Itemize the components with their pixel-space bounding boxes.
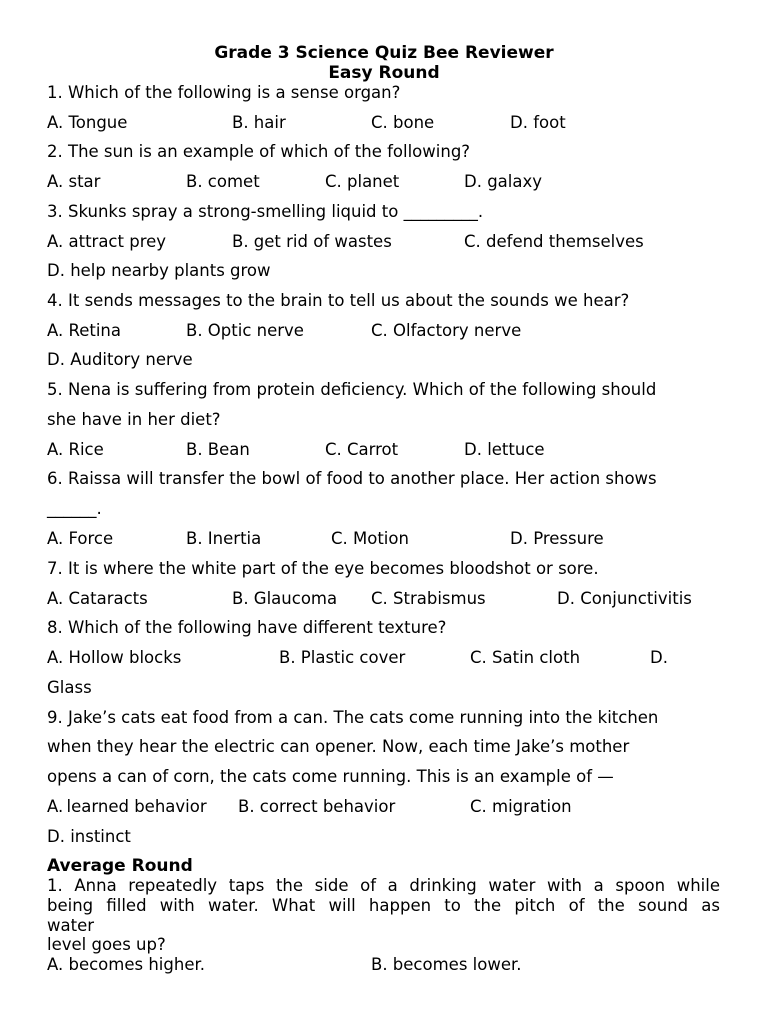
question-5-line-1: 5. Nena is suffering from protein deficiency. Which of the following should: [47, 380, 657, 399]
q5-option-b: B. Bean: [186, 440, 250, 459]
q5-option-a: A. Rice: [47, 440, 104, 459]
q3-option-d: D. help nearby plants grow: [47, 261, 271, 280]
q9-option-a: A. learned behavior: [47, 797, 207, 816]
avg-question-1-line-3: water: [47, 916, 95, 935]
q3-option-a: A. attract prey: [47, 232, 167, 251]
question-6-line-1: 6. Raissa will transfer the bowl of food to another place. Her action shows: [47, 469, 657, 488]
q8-option-b: B. Plastic cover: [279, 648, 406, 667]
q1-option-c: C. bone: [371, 113, 435, 132]
question-2: 2. The sun is an example of which of the following?: [47, 142, 471, 161]
q2-option-c: C. planet: [325, 172, 400, 191]
q7-option-b: B. Glaucoma: [232, 589, 338, 608]
question-9-line-1: 9. Jake’s cats eat food from a can. The cats come running into the kitchen: [47, 708, 659, 727]
q7-option-d: D. Conjunctivitis: [557, 589, 692, 608]
question-9-line-2: when they hear the electric can opener. Now, each time Jake’s mother: [47, 737, 630, 756]
document-title: Grade 3 Science Quiz Bee Reviewer: [214, 43, 554, 63]
round-heading-average: Average Round: [47, 856, 193, 876]
round-heading-easy: Easy Round: [328, 63, 440, 83]
q1-option-b: B. hair: [232, 113, 286, 132]
q5-option-c: C. Carrot: [325, 440, 399, 459]
q1-option-a: A. Tongue: [47, 113, 128, 132]
q2-option-a: A. star: [47, 172, 101, 191]
q8-option-d-label: D.: [650, 648, 668, 667]
avg-question-1-line-2: being filled with water. What will happen to the pitch of the sound as: [47, 896, 720, 915]
q4-option-c: C. Olfactory nerve: [371, 321, 522, 340]
q9-option-c: C. migration: [470, 797, 572, 816]
q8-option-a: A. Hollow blocks: [47, 648, 182, 667]
q4-option-b: B. Optic nerve: [186, 321, 304, 340]
q6-option-a: A. Force: [47, 529, 114, 548]
q3-option-b: B. get rid of wastes: [232, 232, 392, 251]
q6-option-d: D. Pressure: [510, 529, 604, 548]
question-8: 8. Which of the following have different texture?: [47, 618, 447, 637]
question-7: 7. It is where the white part of the eye becomes bloodshot or sore.: [47, 559, 599, 578]
q4-option-a: A. Retina: [47, 321, 121, 340]
q9-option-d: D. instinct: [47, 827, 131, 846]
question-3: 3. Skunks spray a strong-smelling liquid to _________.: [47, 202, 484, 221]
q9-option-b: B. correct behavior: [238, 797, 396, 816]
avg-question-1-line-1: 1. Anna repeatedly taps the side of a drinking water with a spoon while: [47, 876, 720, 895]
q4-option-d: D. Auditory nerve: [47, 350, 193, 369]
q6-option-b: B. Inertia: [186, 529, 262, 548]
q7-option-a: A. Cataracts: [47, 589, 148, 608]
question-4: 4. It sends messages to the brain to tell us about the sounds we hear?: [47, 291, 630, 310]
q5-option-d: D. lettuce: [464, 440, 545, 459]
q1-option-d: D. foot: [510, 113, 566, 132]
q8-option-c: C. Satin cloth: [470, 648, 581, 667]
q2-option-d: D. galaxy: [464, 172, 543, 191]
avg-question-1-line-4: level goes up?: [47, 935, 166, 954]
q6-option-c: C. Motion: [331, 529, 409, 548]
q2-option-b: B. comet: [186, 172, 260, 191]
q7-option-c: C. Strabismus: [371, 589, 486, 608]
q8-option-d-text: Glass: [47, 678, 92, 697]
question-5-line-2: she have in her diet?: [47, 410, 221, 429]
avg-q1-option-a: A. becomes higher.: [47, 955, 205, 974]
avg-q1-option-b: B. becomes lower.: [371, 955, 522, 974]
question-9-line-3: opens a can of corn, the cats come running. This is an example of —: [47, 767, 614, 786]
question-6-line-2: ______.: [47, 499, 102, 518]
question-1: 1. Which of the following is a sense organ?: [47, 83, 401, 102]
q3-option-c: C. defend themselves: [464, 232, 644, 251]
